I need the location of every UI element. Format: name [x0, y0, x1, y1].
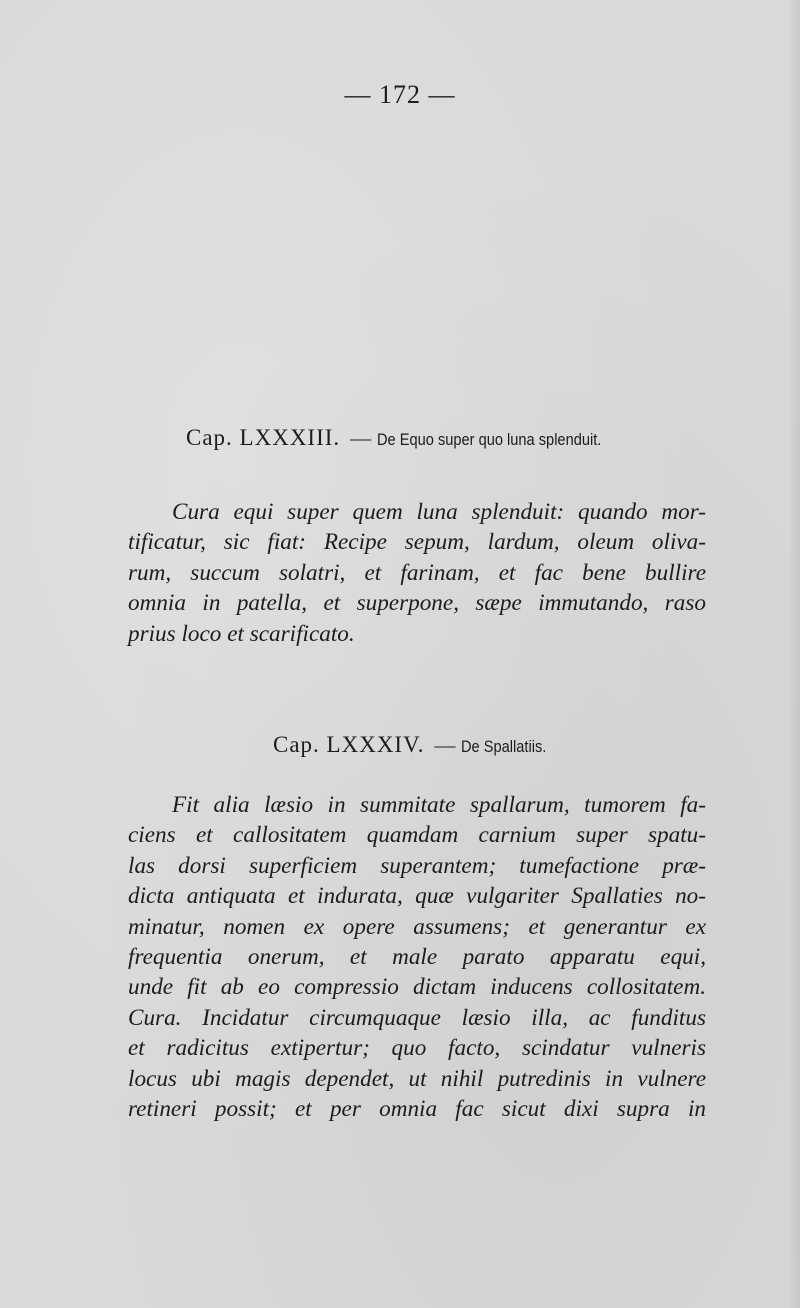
text-line: las dorsi superficiem superantem; tumefactione præ- — [128, 852, 706, 879]
text-line: rum, succum solatri, et farinam, et fac bene bullire — [128, 559, 706, 586]
chapter-83-paragraph — [128, 497, 706, 649]
text-line: unde fit ab eo compressio dictam inducens collositatem. — [128, 974, 706, 1001]
chapter-title: De Equo super quo luna splenduit. — [377, 430, 602, 449]
text-line: locus ubi magis dependet, ut nihil putredinis in vulnere — [128, 1065, 706, 1092]
heading-dash: — — [350, 426, 372, 450]
chapter-number: Cap. LXXXIV. — [273, 732, 425, 757]
text-line: Cura equi super quem luna splenduit: quando mor- — [172, 499, 706, 525]
text-line: minatur, nomen ex opere assumens; et generantur ex — [128, 913, 706, 940]
chapter-title: De Spallatiis. — [461, 737, 547, 756]
text-line: prius loco et scarificato. — [128, 620, 355, 647]
text-line: retineri possit; et per omnia fac sicut dixi supra in — [128, 1095, 706, 1122]
chapter-heading-83 — [186, 425, 638, 451]
chapter-heading-84 — [273, 732, 561, 758]
page-edge-shadow — [788, 0, 800, 1308]
chapter-number: Cap. LXXXIII. — [186, 425, 341, 450]
text-line: omnia in patella, et superpone, sæpe immutando, raso — [128, 590, 706, 617]
page-number: — 172 — — [344, 80, 456, 109]
text-line: et radicitus extipertur; quo facto, scindatur vulneris — [128, 1035, 706, 1062]
text-line: frequentia onerum, et male parato apparatu equi, — [128, 943, 706, 970]
text-line: Fit alia læsio in summitate spallarum, tumorem fa- — [172, 792, 706, 818]
text-line: ciens et callositatem quamdam carnium super spatu- — [128, 822, 706, 849]
chapter-84-paragraph — [128, 790, 706, 1124]
text-line: dicta antiquata et indurata, quæ vulgariter Spallaties no- — [128, 883, 706, 910]
heading-dash: — — [434, 733, 456, 757]
text-line: tificatur, sic fiat: Recipe sepum, lardum, oleum oliva- — [128, 529, 706, 556]
text-line: Cura. Incidatur circumquaque læsio illa, ac funditus — [128, 1004, 706, 1031]
